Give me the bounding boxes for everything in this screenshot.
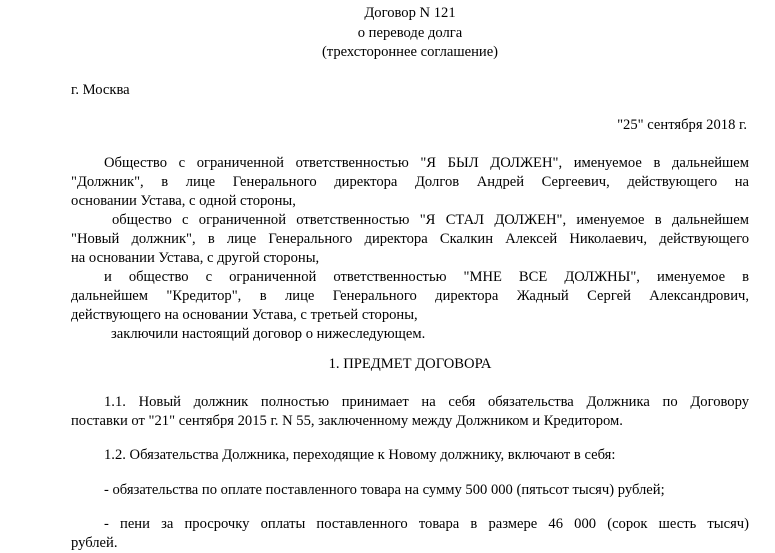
clause-1-2-item-2-line1: - пени за просрочку оплаты поставленного товара в размере 46 000 (сорок шесть тысяч) bbox=[104, 516, 749, 532]
preamble-p1-line1: Общество с ограниченной ответственностью "Я БЫЛ ДОЛЖЕН", именуемое в дальнейшем bbox=[104, 155, 749, 171]
preamble-p1-line3: основании Устава, с одной стороны, bbox=[71, 193, 296, 209]
preamble-p4: заключили настоящий договор о нижеследующем. bbox=[111, 326, 426, 342]
document-title: Договор N 121 bbox=[364, 5, 456, 21]
section-1-heading: 1. ПРЕДМЕТ ДОГОВОРА bbox=[328, 356, 492, 372]
clause-1-1-line1: 1.1. Новый должник полностью принимает на себя обязательства Должника по Договору bbox=[104, 394, 749, 410]
clause-1-2-item-1: - обязательства по оплате поставленного товара на сумму 500 000 (пятьсот тысяч) рублей; bbox=[104, 482, 665, 498]
preamble-p1-line2: "Должник", в лице Генерального директора Долгов Андрей Сергеевич, действующего на bbox=[71, 174, 749, 190]
preamble-p2-line1: общество с ограниченной ответственностью "Я СТАЛ ДОЛЖЕН", именуемое в дальнейшем bbox=[112, 212, 749, 228]
preamble-p2-line2: "Новый должник", в лице Генерального директора Скалкин Алексей Николаевич, действующего bbox=[71, 231, 749, 247]
preamble-p2-line3: на основании Устава, с другой стороны, bbox=[71, 250, 320, 266]
contract-place: г. Москва bbox=[71, 82, 130, 98]
preamble-p3-line1: и общество с ограниченной ответственностью "МНЕ ВСЕ ДОЛЖНЫ", именуемое в bbox=[104, 269, 749, 285]
document-subtitle: о переводе долга bbox=[357, 25, 463, 41]
clause-1-1-line2: поставки от "21" сентября 2015 г. N 55, заключенному между Должником и Кредитором. bbox=[71, 413, 623, 429]
clause-1-2: 1.2. Обязательства Должника, переходящие к Новому должнику, включают в себя: bbox=[104, 447, 616, 463]
document-kind: (трехстороннее соглашение) bbox=[321, 44, 499, 60]
preamble-p3-line2: дальнейшем "Кредитор", в лице Генерального директора Жадный Сергей Александрович, bbox=[71, 288, 749, 304]
preamble-p3-line3: действующего на основании Устава, с третьей стороны, bbox=[71, 307, 418, 323]
clause-1-2-item-2-line2: рублей. bbox=[71, 535, 118, 551]
contract-date: "25" сентября 2018 г. bbox=[617, 117, 747, 133]
